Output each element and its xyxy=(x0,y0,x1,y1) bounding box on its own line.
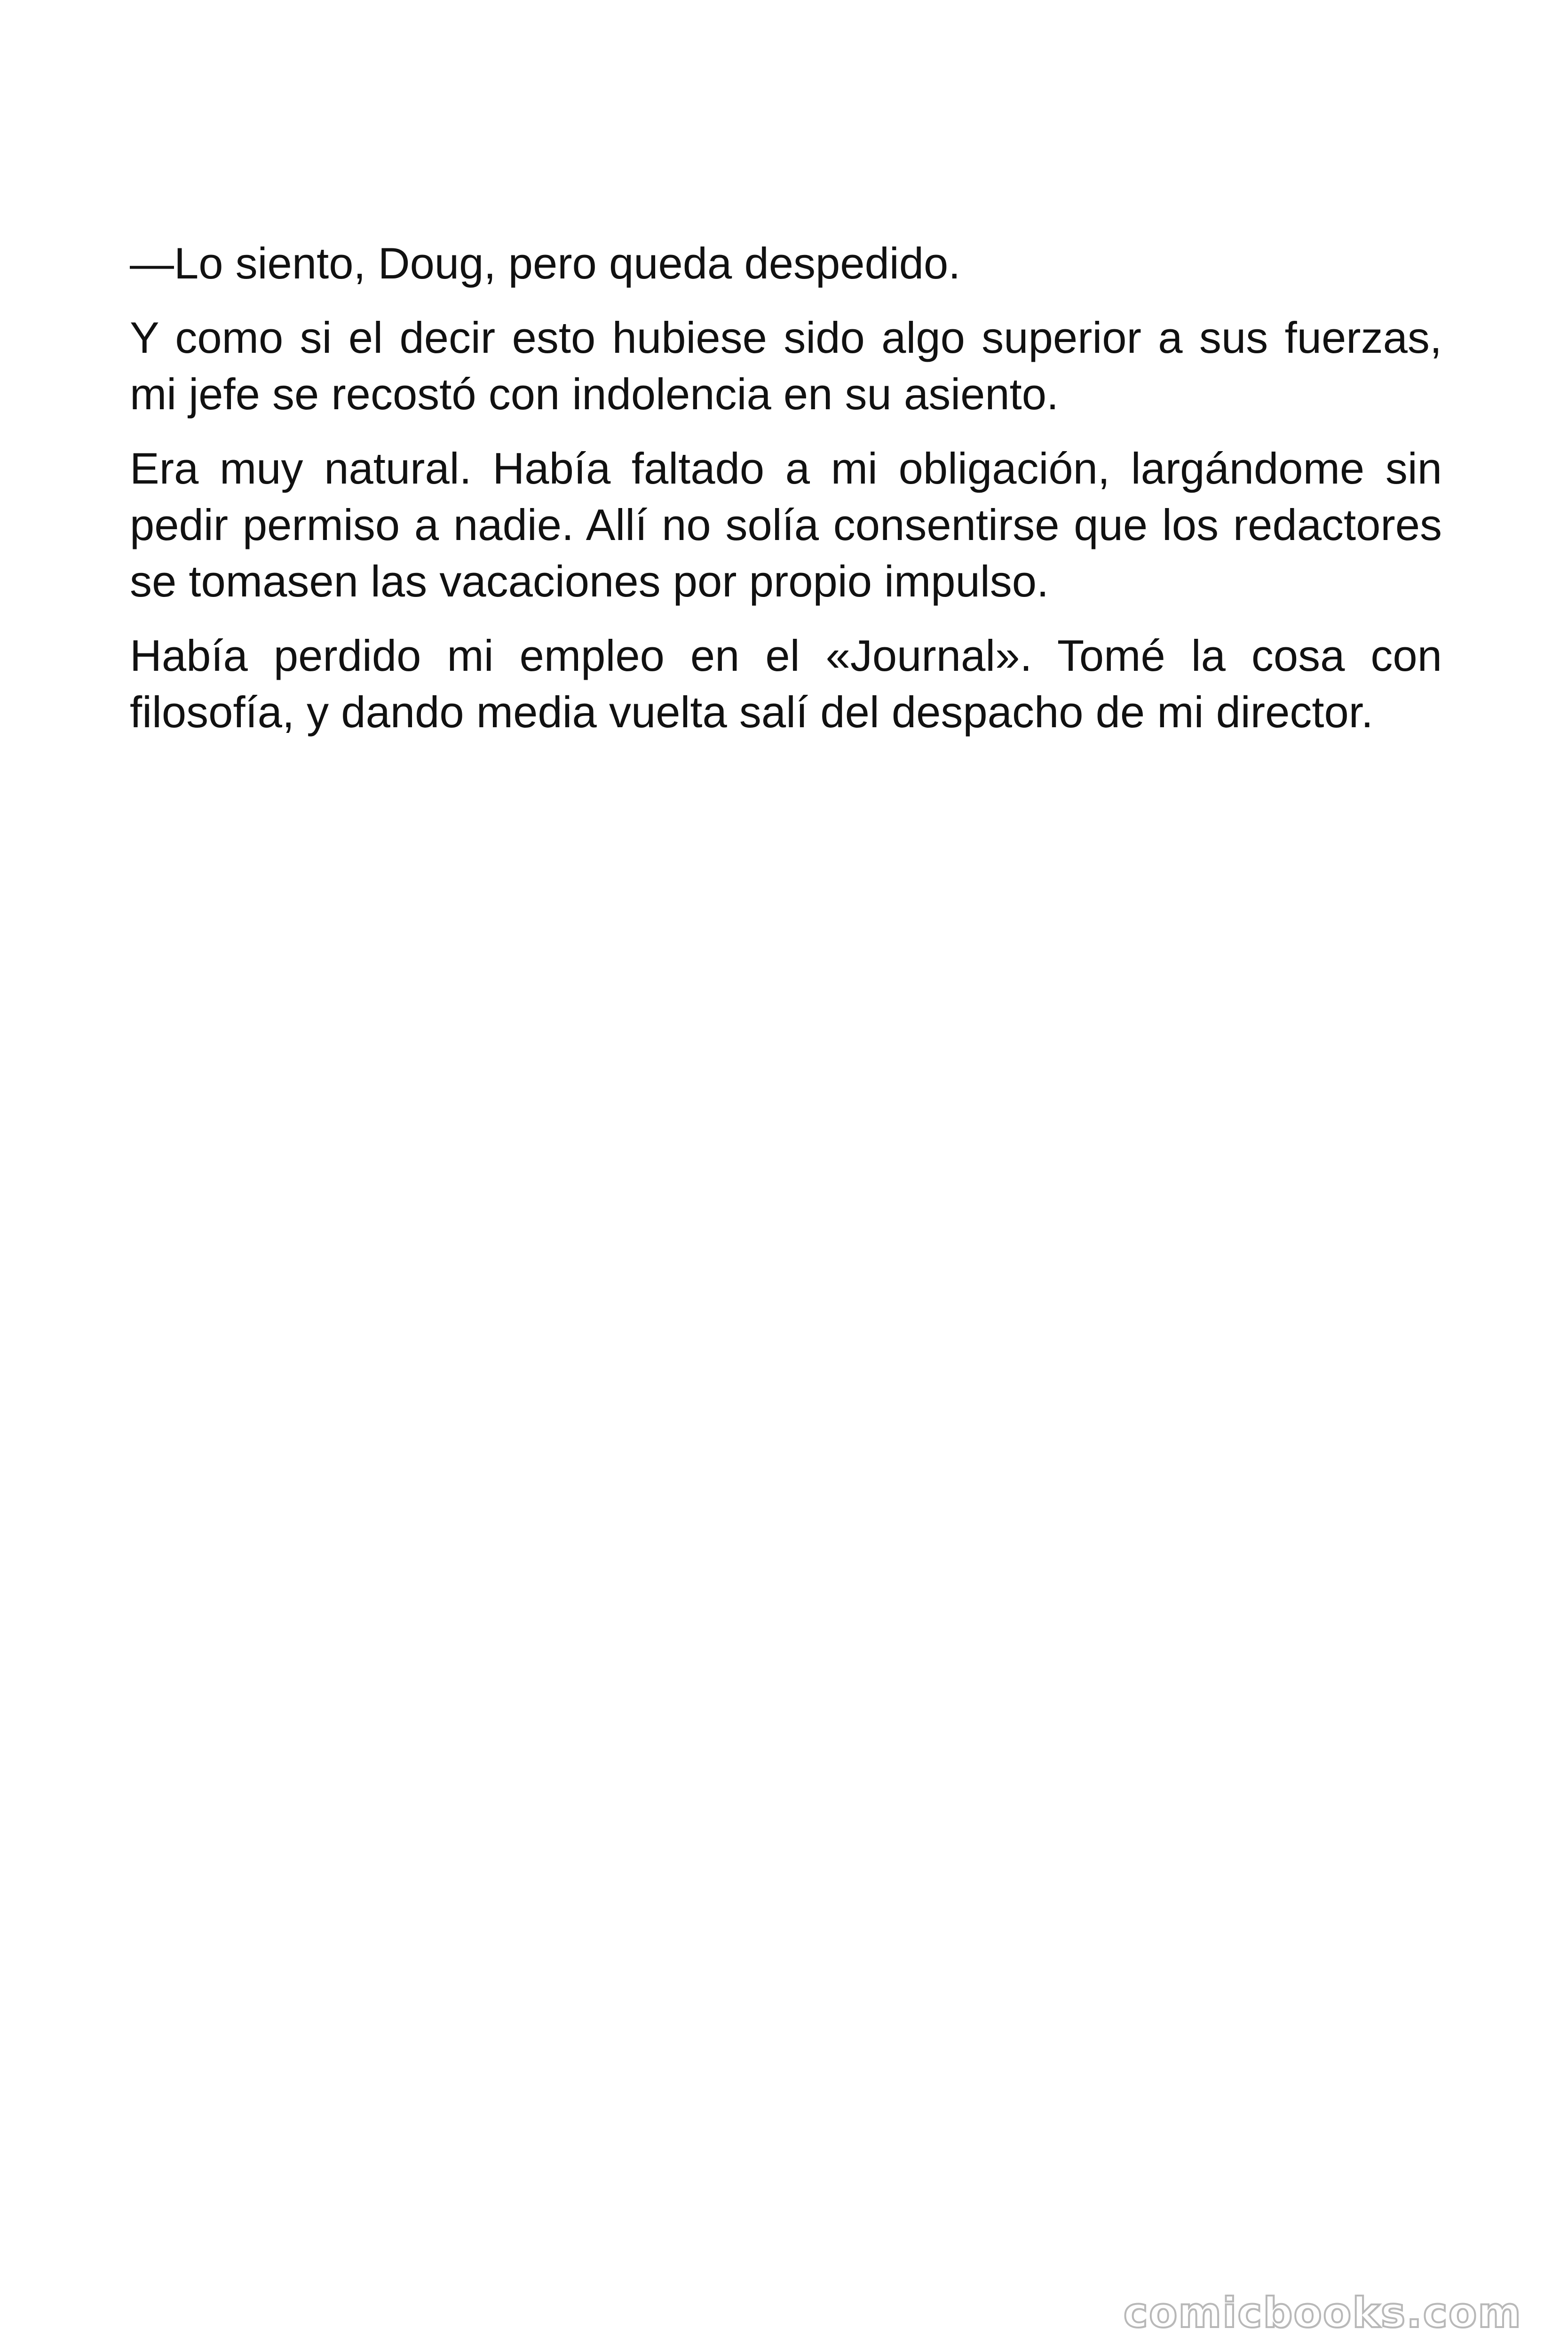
body-text xyxy=(130,235,1442,758)
paragraph-1: —Lo siento, Doug, pero queda despedido. xyxy=(130,238,961,288)
watermark: comicbooks.com xyxy=(1123,2288,1522,2337)
paragraph-4: Había perdido mi empleo en el «Journal». Tomé la cosa con filosofía, y dando media vuelta salí del despacho de mi director. xyxy=(130,631,1442,737)
paragraph-3: Era muy natural. Había faltado a mi obligación, largándome sin pedir permiso a nadie. Allí no solía consentirse que los redactores se tomasen las vacaciones por propio impulso. xyxy=(130,444,1442,606)
paragraph-2: Y como si el decir esto hubiese sido algo superior a sus fuerzas, mi jefe se recostó con indolencia en su asiento. xyxy=(130,313,1442,419)
